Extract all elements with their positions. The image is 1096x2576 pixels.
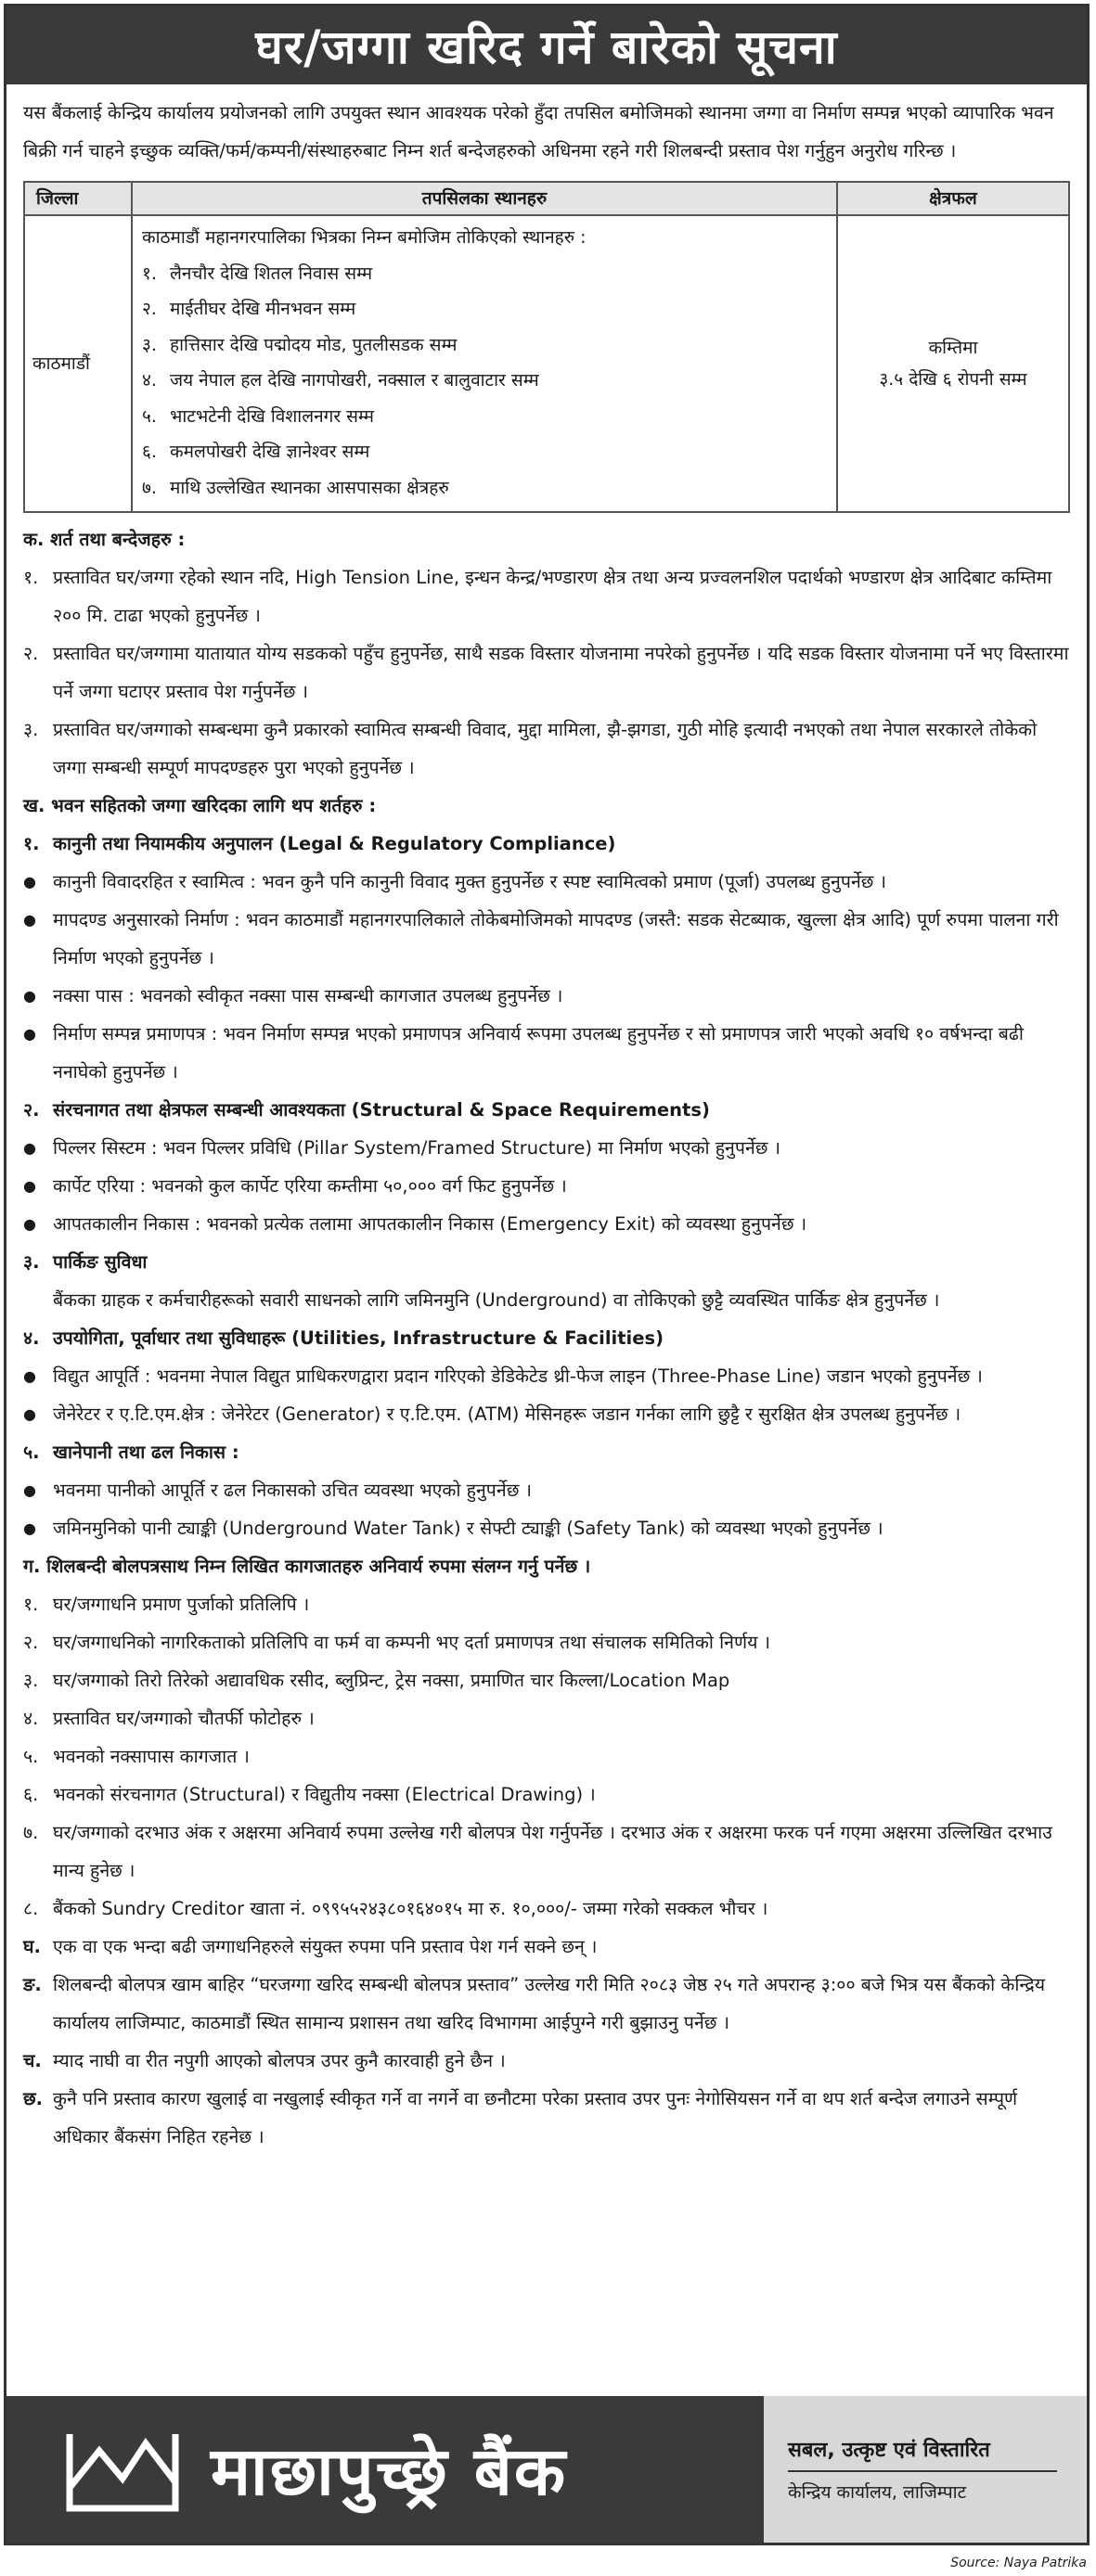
subsection-heading: ५. खानेपानी तथा ढल निकास : (23, 1442, 239, 1463)
bullet-icon: ● (23, 1025, 36, 1043)
section-gha: घ. एक वा एक भन्दा बढी जग्गाधनिहरुले संयुक्त रुपमा पनि प्रस्ताव पेश गर्न सक्ने छन् । (23, 1936, 598, 1957)
bank-brand (6, 2396, 764, 2543)
document-item: ६. भवनको संरचनागत (Structural) र विद्युतीय नक्सा (Electrical Drawing) । (23, 1784, 596, 1805)
bullet-item: ● मापदण्ड अनुसारको निर्माण : भवन काठमाडौं महानगरपालिकाले तोकेबमोजिमको मापदण्ड (जस्तै: सडक सेटब्याक, खुल्ला क्षेत्र आदि) पूर्ण रुपमा पालना गरी निर्माण भएको हुनुपर्नेछ । (23, 901, 1070, 977)
bullet-icon: ● (23, 1519, 36, 1537)
source-credit: Source: Naya Patrika (950, 2556, 1087, 2570)
bullet-item: ● नक्सा पास : भवनको स्वीकृत नक्सा पास सम्बन्धी कागजात उपलब्ध हुनुपर्नेछ । (23, 977, 1070, 1015)
document-item: १. घर/जग्गाधनि प्रमाण पुर्जाको प्रतिलिपि । (23, 1594, 310, 1615)
subsection-heading: १. कानुनी तथा नियामकीय अनुपालन (Legal & Regulatory Compliance) (23, 833, 616, 854)
bullet-icon: ● (23, 873, 36, 891)
area-min-label: कम्तिमा (928, 338, 978, 358)
bullet-item: ● भवनमा पानीको आपूर्ति र ढल निकासको उचित व्यवस्था भएको हुनुपर्नेछ । (23, 1471, 1070, 1509)
footer-tag (764, 2396, 1087, 2543)
bullet-item: ● पिल्लर सिस्टम : भवन पिल्लर प्रविधि (Pillar System/Framed Structure) मा निर्माण भएको हुनुपर्नेछ । (23, 1129, 1070, 1167)
section-nga: ङ. शिलबन्दी बोलपत्र खाम बाहिर “घरजग्गा खरिद सम्बन्धी बोलपत्र प्रस्ताव” उल्लेख गरी मिति २०८३ जेष्ठ २५ गते अपरान्ह ३:०० बजे भित्र यस बैंकको केन्द्रिय कार्यालय लाजिम्पाट, काठमाडौं स्थित सामान्य प्रशासन तथा खरिद विभागमा आईपुग्ने गरी बुझाउनु पर्नेछ । (23, 1974, 1046, 2033)
location-item: २. माईतीघर देखि मीनभवन सम्म (142, 299, 356, 319)
condition-item: २. प्रस्तावित घर/जग्गामा यातायात योग्य सडकको पहुँच हुनुपर्नेछ, साथै सडक विस्तार योजनामा नपरेको हुनुपर्नेछ । यदि सडक विस्तार योजनामा पर्ने भए विस्तारमा पर्ने जग्गा घटाएर प्रस्ताव पेश गर्नुपर्नेछ । (23, 643, 1069, 702)
bullet-icon: ● (23, 1405, 36, 1423)
location-item: ६. कमलपोखरी देखि ज्ञानेश्वर सम्म (142, 442, 370, 462)
table-row (24, 215, 1069, 512)
bullet-icon: ● (23, 1139, 36, 1157)
location-item: ४. जय नेपाल हल देखि नागपोखरी, नक्साल र बालुवाटार सम्म (142, 370, 539, 391)
subsection-heading: २. संरचनागत तथा क्षेत्रफल सम्बन्धी आवश्यकता (Structural & Space Requirements) (23, 1099, 710, 1121)
bank-name: माछापुच्छ्रे बैंक (211, 2432, 568, 2510)
document-item: ४. प्रस्तावित घर/जग्गाको चौतर्फी फोटोहरु । (23, 1708, 315, 1729)
subsection-heading: ३. पार्किङ सुविधा (23, 1251, 148, 1273)
bullet-icon: ● (23, 1177, 36, 1195)
header-locations: तपसिलका स्थानहरु (132, 182, 837, 215)
location-item: ५. भाटभटेनी देखि विशालनगर सम्म (142, 405, 375, 427)
section-ga-heading: ग. शिलबन्दी बोलपत्रसाथ निम्न लिखित कागजातहरु अनिवार्य रुपमा संलग्न गर्नु पर्नेछ । (23, 1556, 591, 1577)
area-cell (837, 215, 1069, 512)
parking-text: बैंकका ग्राहक र कर्मचारीहरूको सवारी साधनको लागि जमिनमुनि (Underground) वा तोकिएको छुट्टै व्यवस्थित पार्किङ क्षेत्र हुनुपर्नेछ । (53, 1289, 940, 1311)
bullet-item: ● निर्माण सम्पन्न प्रमाणपत्र : भवन निर्माण सम्पन्न भएको प्रमाणपत्र अनिवार्य रूपमा उपलब्ध हुनुपर्नेछ र सो प्रमाणपत्र जारी भएको अवधि १० वर्षभन्दा बढी ननाघेको हुनुपर्नेछ । (23, 1015, 1070, 1091)
bullet-icon: ● (23, 1367, 36, 1385)
document-item: ३. घर/जग्गाको तिरो तिरेको अद्यावधिक रसीद, ब्लुप्रिन्ट, ट्रेस नक्सा, प्रमाणित चार किल्ला/Location Map (23, 1670, 730, 1691)
header-district: जिल्ला (24, 182, 132, 215)
bullet-icon: ● (23, 987, 36, 1005)
location-table (23, 181, 1070, 513)
section-chha: छ. कुनै पनि प्रस्ताव कारण खुलाई वा नखुलाई स्वीकृत गर्ने वा नगर्ने वा छनौटमा परेका प्रस्ताव उपर पुनः नेगोसियसन गर्ने वा थप शर्त बन्देज लगाउने सम्पूर्ण अधिकार बैंकसंग निहित रहनेछ । (23, 2088, 1018, 2147)
document-item: ८. बैंकको Sundry Creditor खाता नं. ०९९५५२४३८०१६४०१५ मा रु. १०,०००/- जम्मा गरेको सक्कल भौचर । (23, 1898, 768, 1919)
bullet-item: ● जेनेरेटर र ए.टि.एम.क्षेत्र : जेनेरेटर (Generator) र ए.टि.एम. (ATM) मेसिनहरू जडान गर्नका लागि छुट्टै र सुरक्षित क्षेत्र उपलब्ध हुनुपर्नेछ । (23, 1395, 1070, 1433)
location-item: १. लैनचौर देखि शितल निवास सम्म (142, 263, 373, 284)
mountain-logo-icon (62, 2423, 183, 2516)
section-cha: च. म्याद नाघी वा रीत नपुगी आएको बोलपत्र उपर कुनै कारवाही हुने छैन । (23, 2050, 506, 2071)
locations-cell (132, 215, 837, 512)
bank-office: केन्द्रिय कार्यालय, लाजिम्पाट (788, 2482, 967, 2503)
bullet-item: ● विद्युत आपूर्ति : भवनमा नेपाल विद्युत प्राधिकरणद्वारा प्रदान गरिएको डेडिकेटेड थ्री-फेज लाइन (Three-Phase Line) जडान भएको हुनुपर्नेछ । (23, 1357, 1070, 1395)
bullet-icon: ● (23, 911, 36, 929)
table-header-row (24, 182, 1069, 215)
bullet-icon: ● (23, 1215, 36, 1233)
document-item: ५. भवनको नक्सापास कागजात । (23, 1746, 250, 1767)
locations-heading: काठमाडौं महानगरपालिका भित्रका निम्न बमोजिम तोकिएको स्थानहरु : (142, 227, 587, 248)
header-area: क्षेत्रफल (837, 182, 1069, 215)
bullet-icon: ● (23, 1481, 36, 1499)
condition-item: ३. प्रस्तावित घर/जग्गाको सम्बन्धमा कुनै प्रकारको स्वामित्व सम्बन्धी विवाद, मुद्दा मामिला, झै-झगडा, गुठी मोहि इत्यादी नभएको तथा नेपाल सरकारले तोकेको जग्गा सम्बन्धी सम्पूर्ण मापदण्डहरु पुरा भएको हुनुपर्नेछ । (23, 719, 1038, 778)
section-kha-heading: ख. भवन सहितको जग्गा खरिदका लागि थप शर्तहरु : (23, 795, 377, 816)
area-range: ३.५ देखि ६ रोपनी सम्म (879, 369, 1027, 390)
footer (6, 2396, 1087, 2543)
document-item: २. घर/जग्गाधनिको नागरिकताको प्रतिलिपि वा फर्म वा कम्पनी भए दर्ता प्रमाणपत्र तथा संचालक समितिको निर्णय । (23, 1632, 771, 1653)
bullet-item: ● कार्पेट एरिया : भवनको कुल कार्पेट एरिया कम्तीमा ५०,००० वर्ग फिट हुनुपर्नेछ । (23, 1167, 1070, 1205)
district-cell: काठमाडौं (24, 215, 132, 512)
bank-tagline: सबल, उत्कृष्ट एवं विस्तारित (788, 2435, 1057, 2472)
intro-paragraph: यस बैंकलाई केन्द्रिय कार्यालय प्रयोजनको लागि उपयुक्त स्थान आवश्यक परेको हुँदा तपसिल बमोजिमको स्थानमा जग्गा वा निर्माण सम्पन्न भएको व्यापारिक भवन बिक्री गर्न चाहने इच्छुक व्यक्ति/फर्म/कम्पनी/संस्थाहरुबाट निम्न शर्त बन्देजहरुको अधिनमा रहने गरी शिलबन्दी प्रस्ताव पेश गर्नुहुन अनुरोध गरिन्छ । (23, 102, 1054, 161)
bullet-item: ● जमिनमुनिको पानी ट्याङ्की (Underground Water Tank) र सेफ्टी ट्याङ्की (Safety Tank) को व्यवस्था भएको हुनुपर्नेछ । (23, 1509, 1070, 1547)
condition-item: १. प्रस्तावित घर/जग्गा रहेको स्थान नदि, High Tension Line, इन्धन केन्द्र/भण्डारण क्षेत्र तथा अन्य प्रज्वलनशिल पदार्थको भण्डारण क्षेत्र आदिबाट कम्तिमा २०० मि. टाढा भएको हुनुपर्नेछ । (23, 567, 1052, 626)
bullet-item: ● कानुनी विवादरहित र स्वामित्व : भवन कुनै पनि कानुनी विवाद मुक्त हुनुपर्नेछ र स्पष्ट स्वामित्वको प्रमाण (पूर्जा) उपलब्ध हुनुपर्नेछ । (23, 863, 1070, 901)
notice-body (6, 84, 1087, 2156)
location-item: ७. माथि उल्लेखित स्थानका आसपासका क्षेत्रहरु (142, 477, 449, 498)
notice (4, 4, 1090, 2545)
section-ka-heading: क. शर्त तथा बन्देजहरु : (23, 529, 186, 550)
notice-title: घर/जग्गा खरिद गर्ने बारेको सूचना (6, 6, 1087, 84)
location-item: ३. हात्तिसार देखि पद्मोदय मोड, पुतलीसडक सम्म (142, 334, 458, 355)
bullet-item: ● आपतकालीन निकास : भवनको प्रत्येक तलामा आपतकालीन निकास (Emergency Exit) को व्यवस्था हुनुपर्नेछ । (23, 1205, 1070, 1243)
document-item: ७. घर/जग्गाको दरभाउ अंक र अक्षरमा अनिवार्य रुपमा उल्लेख गरी बोलपत्र पेश गर्नुपर्नेछ । दरभाउ अंक र अक्षरमा फरक पर्न गएमा अक्षरमा उल्लिखित दरभाउ मान्य हुनेछ । (23, 1822, 1052, 1881)
subsection-heading: ४. उपयोगिता, पूर्वाधार तथा सुविधाहरू (Utilities, Infrastructure & Facilities) (23, 1327, 664, 1349)
